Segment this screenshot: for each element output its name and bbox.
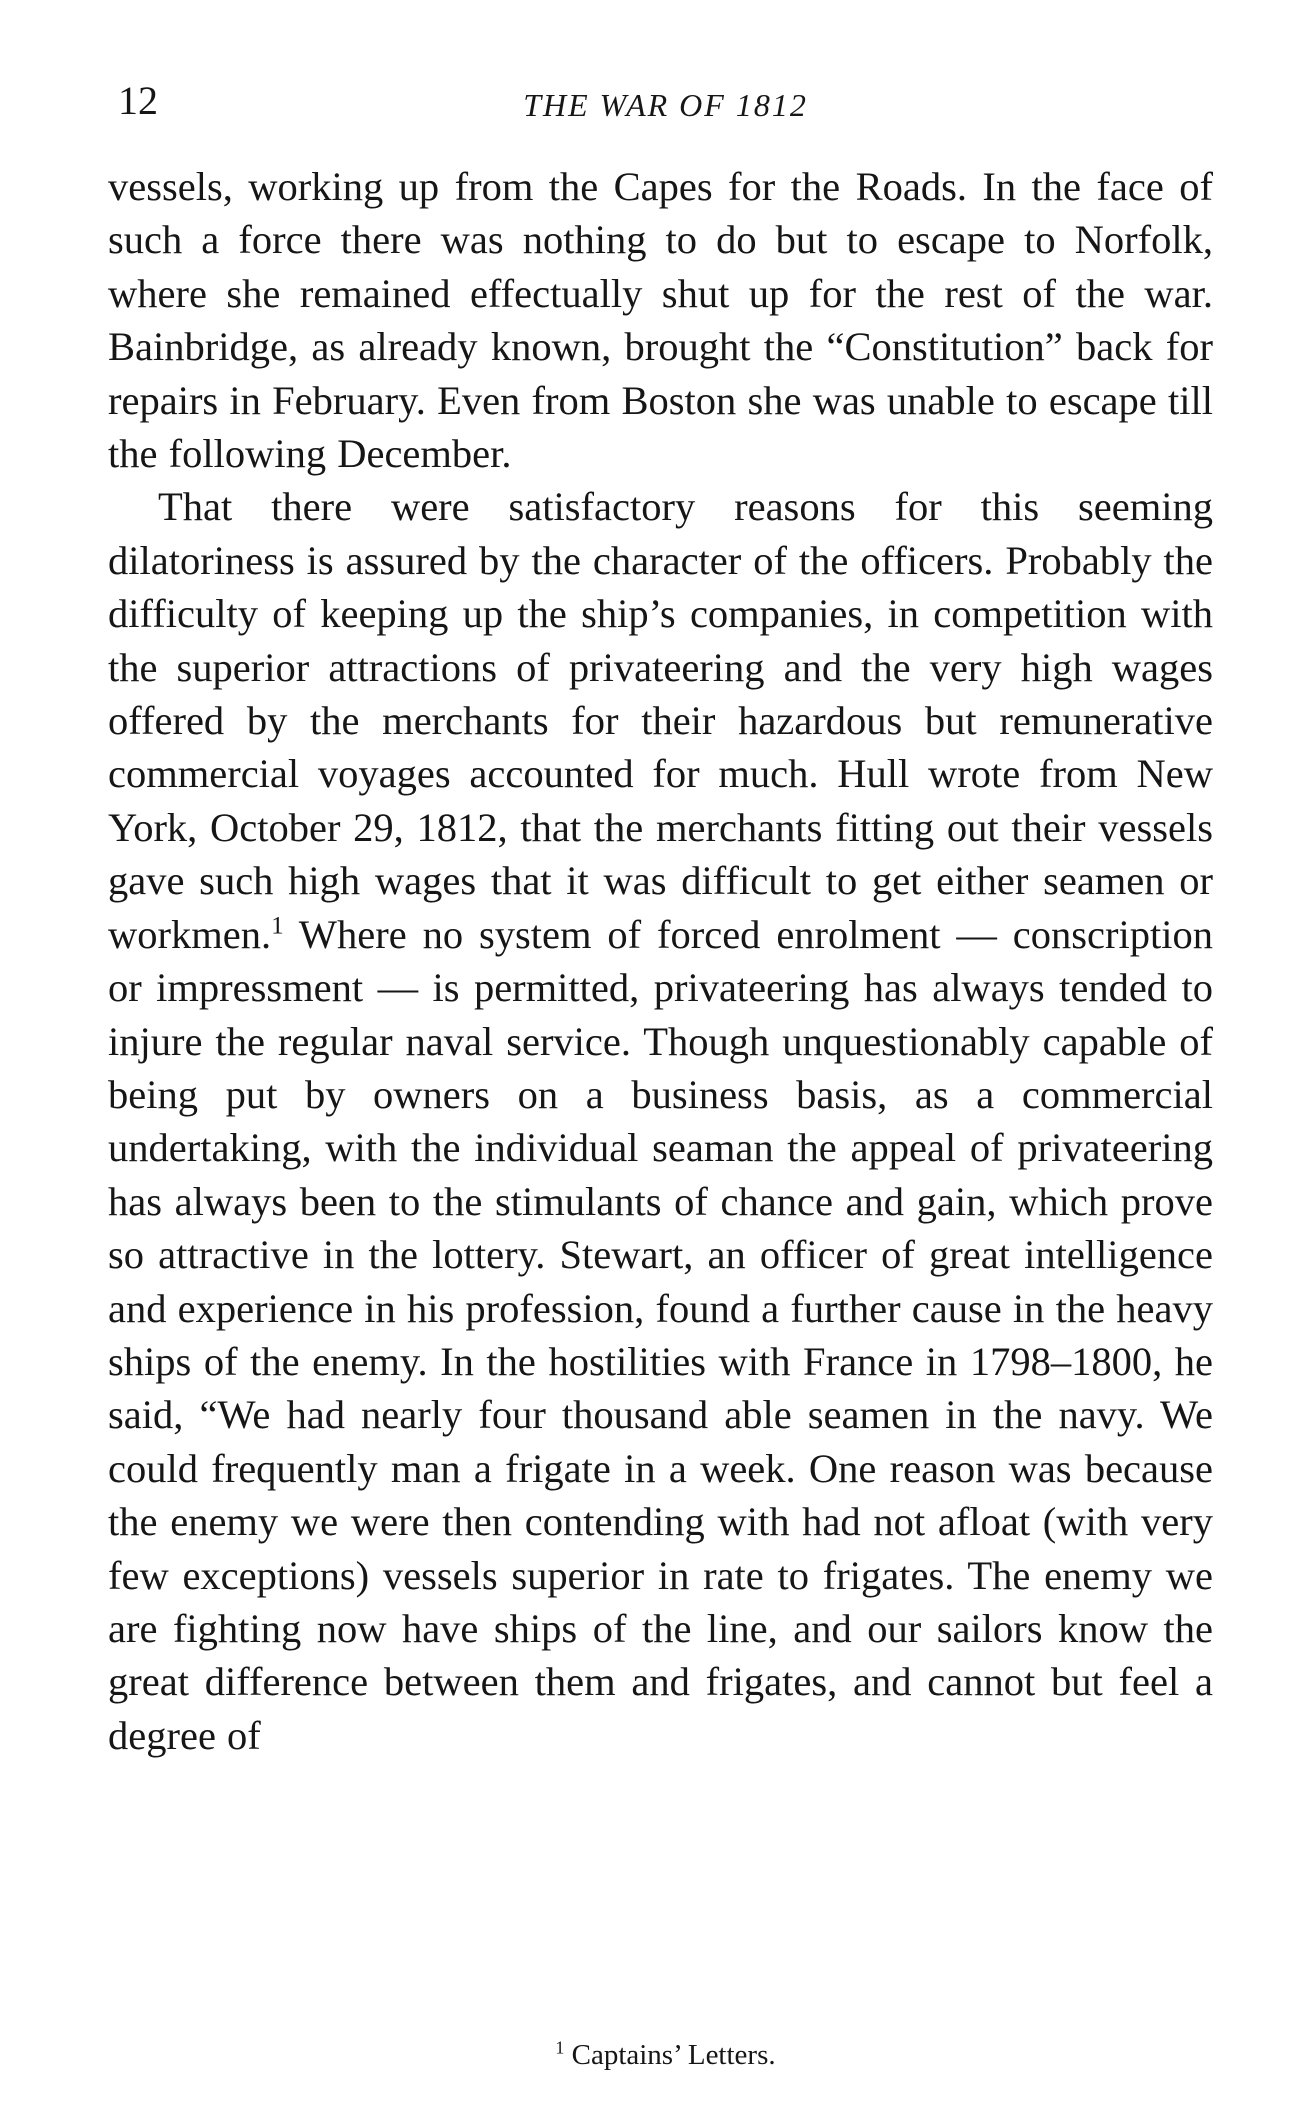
paragraph-2-part-b: Where no system of forced enrolment — conscription or impressment — is permitted, privateering has always tended to injure the regular naval service. Though unquestionably capable of being put by owners on a business basis, as a commercial undertaking, with the individual seaman the appeal of privateering has always been to the stimulants of chance and gain, which prove so attractive in the lottery. Stewart, an officer of great intelligence and experience in his profession, found a further cause in the heavy ships of the enemy. In the hostilities with France in 1798–1800, he said, “We had nearly four thousand able seamen in the navy. We could frequently man a frigate in a week. One reason was because the enemy we were then contending with had not afloat (with very few exceptions) vessels superior in rate to frigates. The enemy we are fighting now have ships of the line, and our sailors know the great difference between them and frigates, and cannot but feel a degree of bbox=[108, 911, 1213, 1758]
page-number: 12 bbox=[118, 78, 158, 123]
paragraph-1: vessels, working up from the Capes for the Roads. In the face of such a force there was nothing to do but to escape to Norfolk, where she remained effectually shut up for the rest of the war. Bainbridge, as already known, brought the “Constitution” back for repairs in February. Even from Boston she was unable to escape till the following December. bbox=[108, 164, 1213, 477]
running-head bbox=[118, 76, 1213, 136]
footnote bbox=[118, 2035, 1213, 2075]
footnote-mark: 1 bbox=[555, 2037, 565, 2058]
paragraph-2-part-a: That there were satisfactory reasons for this seeming dilatoriness is assured by the character of the officers. Probably the difficulty of keeping up the ship’s companies, in competition with the superior attractions of privateering and the very high wages offered by the merchants for their hazardous but remunerative commercial voyages accounted for much. Hull wrote from New York, October 29, 1812, that the merchants fitting out their vessels gave such high wages that it was difficult to get either seamen or workmen. bbox=[108, 484, 1213, 957]
footnote-reference: 1 bbox=[271, 912, 284, 940]
footnote-text: Captains’ Letters. bbox=[571, 2039, 776, 2071]
running-title: THE WAR OF 1812 bbox=[523, 87, 808, 123]
paragraph-2 bbox=[108, 480, 1213, 1762]
body-text bbox=[108, 160, 1213, 1762]
